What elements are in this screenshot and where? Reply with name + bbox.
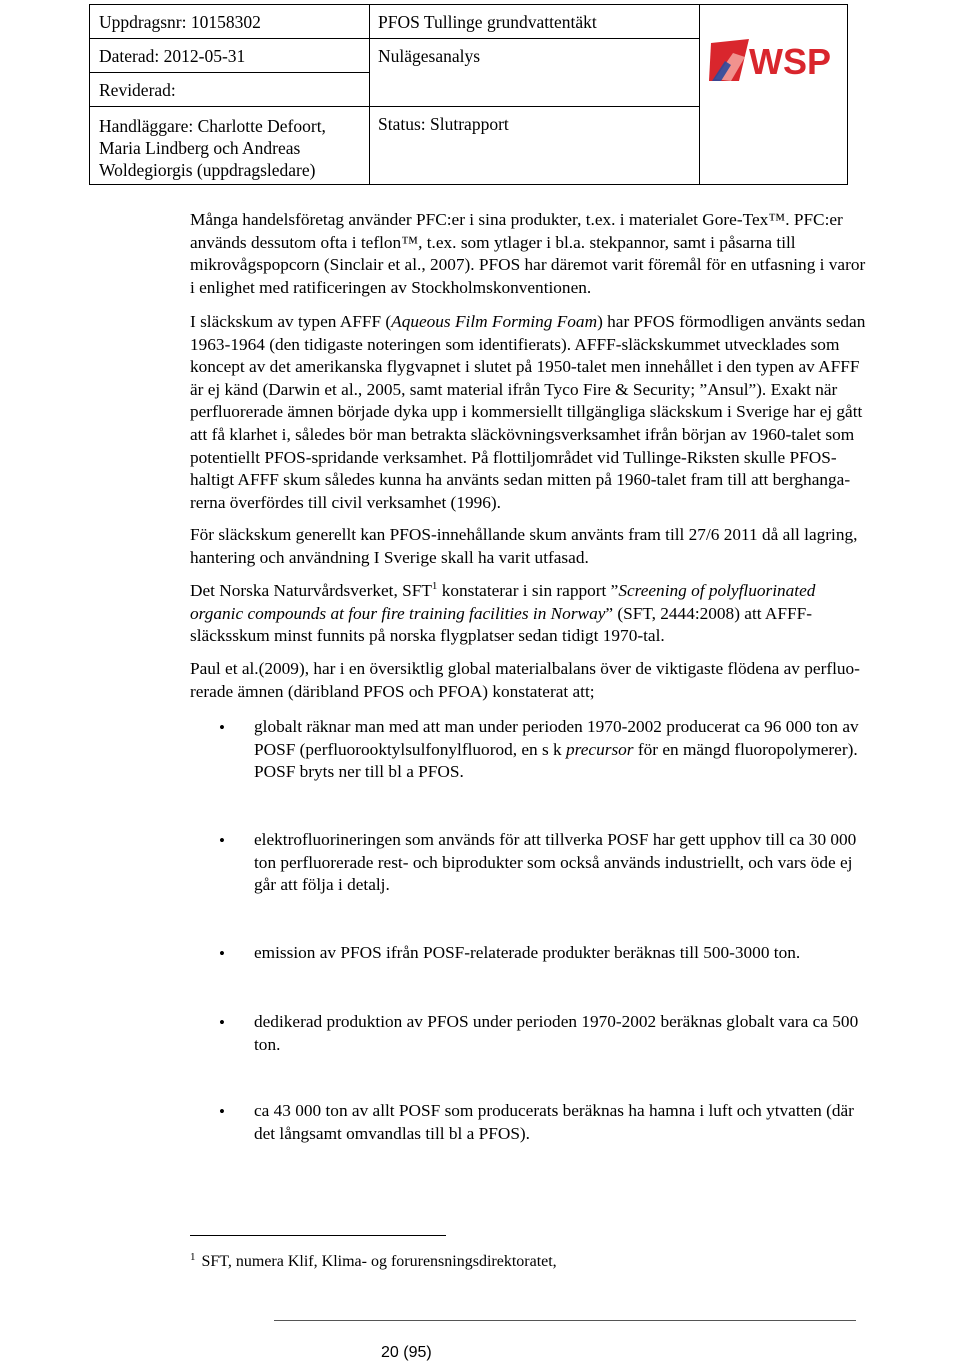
- list-item: dedikerad produktion av PFOS under perioden 1970-2002 beräknas globalt vara ca 500 ton.: [254, 1012, 859, 1054]
- footnote-text: SFT, numera Klif, Klima- og forurensningsdirektoratet,: [201, 1253, 557, 1270]
- paragraph-gore-tex: Många handelsföretag använder PFC:er i sina produkter, t.ex. i materialet Gore-Tex™. PFC:er används dessutom ofta i teflon™, t.ex. som ytlager i bl.a. stekpannor, samt i påsarna till mikrovågspopcorn (Sinclair et al., 2007). PFOS har däremot varit föremål för en utfasning i varor i enlighet med ratificeringen av Stockholmskonventionen.: [190, 210, 866, 297]
- handlers: Handläggare: Charlotte Defoort, Maria Lindberg och Andreas Woldegiorgis (uppdragsledare): [99, 116, 326, 180]
- footnote-reference: 1: [431, 580, 438, 593]
- document-header-table: [89, 4, 848, 185]
- footnote-separator: [190, 1235, 446, 1236]
- bullet-icon: •: [219, 1102, 225, 1121]
- svg-text:WSP: WSP: [749, 41, 832, 82]
- assignment-number: Uppdragsnr: 10158302: [99, 12, 261, 32]
- bullet-icon: •: [219, 831, 225, 850]
- date: Daterad: 2012-05-31: [99, 46, 246, 66]
- footnote-number: 1: [190, 1250, 196, 1263]
- list-item: globalt räknar man med att man under perioden 1970-2002 producerat ca 96 000 ton av POSF (perfluorooktylsulfonylfluorod, en s k precursor för en mängd fluoropolymerer). POSF bryts ner till bl a PFOS.: [254, 717, 859, 782]
- footnote: [190, 1251, 557, 1273]
- bullet-icon: •: [219, 1013, 225, 1032]
- bullet-icon: •: [219, 944, 225, 963]
- list-item: ca 43 000 ton av allt POSF som producerats beräknas ha hamna i luft och ytvatten (där det långsamt omvandlas till bl a PFOS).: [254, 1101, 854, 1143]
- wsp-logo: [709, 39, 834, 83]
- document-subtitle: Nulägesanalys: [378, 46, 481, 66]
- paragraph-phaseout: För släckskum generellt kan PFOS-innehållande skum använts fram till 27/6 2011 då all lagring, hantering och användning I Sverige skall ha varit utfasad.: [190, 525, 858, 567]
- footer-rule: [274, 1320, 856, 1321]
- list-item: emission av PFOS ifrån POSF-relaterade produkter beräknas till 500-3000 ton.: [254, 943, 801, 962]
- list-item: elektrofluorineringen som används för att tillverka POSF har gett upphov till ca 30 000 ton perfluorerade rest- och biprodukter som också används industriellt, och vars öde ej går att följa i detalj.: [254, 830, 857, 895]
- page-number: 20 (95): [381, 1344, 432, 1361]
- paragraph-sft-report: Det Norska Naturvårdsverket, SFT$^1$ konstaterar i sin rapport ”Screening of polyfluorinated organic compounds at four fire training facilities in Norway” (SFT, 2444:2008) att AFFF- släcksskum minst funnits på norska flygplatser sedan tidigt 1970-tal.: [190, 580, 816, 646]
- revised: Reviderad:: [99, 80, 176, 100]
- paragraph-paul-et-al: Paul et al.(2009), har i en översiktlig global materialbalans över de viktigaste flödena av perfluo- rerade ämnen (däribland PFOS och PFOA) konstaterat att;: [190, 659, 860, 701]
- document-title: PFOS Tullinge grundvattentäkt: [378, 12, 597, 32]
- paragraph-afff: I släckskum av typen AFFF (Aqueous Film Forming Foam) har PFOS förmodligen använts sedan 1963-1964 (den tidigaste noteringen som identifierats). AFFF-släckskummet utvecklades som koncept av det amerikanska flygvapnet i slutet på 1950-talet men innehållet i den typen av AFFF är ej känd (Darwin et al., 2005, samt material ifrån Tyco Fire & Security; ”Ansul”). Exakt när perfluorerade ämnen började dyka upp i kommersiellt tillgängliga släckskum i Sverige har ej gått att få klarhet i, således bör man betrakta släckövningsverksamhet ifrån början av 1960-talet som potentiellt PFOS-spridande verksamhet. På flottiljområdet vid Tullinge-Riksten skulle PFOS- haltigt AFFF skum således kunna ha använts sedan mitten på 1960-talet fram till att berghanga- rerna överfördes till civil verksamhet (1996).: [190, 312, 866, 512]
- status: Status: Slutrapport: [378, 114, 509, 134]
- bullet-icon: •: [219, 718, 225, 737]
